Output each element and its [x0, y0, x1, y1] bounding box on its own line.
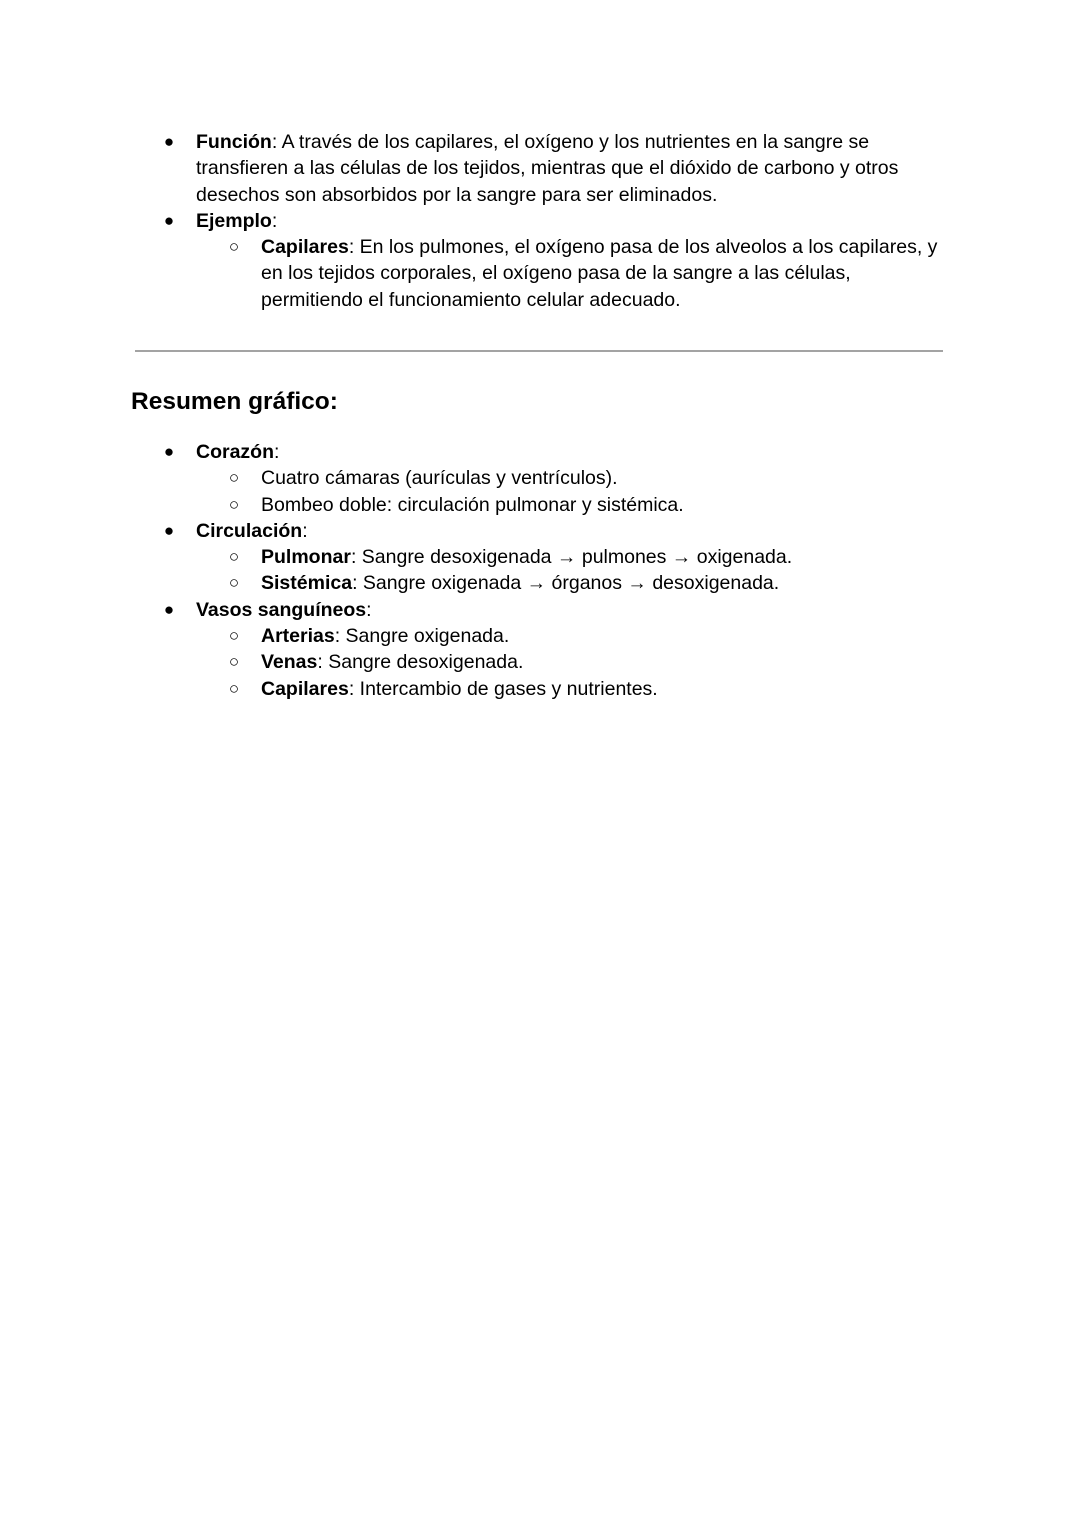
top-bullet-list	[0, 129, 1080, 313]
text-corazon: :	[274, 441, 280, 463]
bullet-circle: ○	[228, 237, 240, 257]
text-capilares-summary: : Intercambio de gases y nutrientes.	[348, 677, 658, 700]
term-ejemplo: Ejemplo	[196, 209, 272, 232]
list-item-pulmonar	[0, 544, 1080, 570]
text-bombeo: Bombeo doble: circulación pulmonar y sistémica.	[261, 493, 684, 516]
summary-bullet-list	[0, 439, 1080, 702]
bullet-circle: ○	[228, 494, 240, 514]
bullet-dot: ●	[163, 210, 175, 230]
term-venas: Venas	[261, 651, 318, 674]
term-vasos: Vasos sanguíneos	[196, 598, 367, 621]
bullet-circle: ○	[228, 626, 240, 646]
list-item-arterias	[0, 623, 1080, 649]
list-item-funcion	[0, 129, 1080, 208]
text-sistemica: : Sangre oxigenada → órganos → desoxigenada.	[352, 572, 780, 595]
term-capilares: Capilares	[261, 236, 349, 259]
bullet-dot: ●	[163, 520, 175, 540]
list-item-corazon-bombeo	[0, 492, 1080, 518]
term-pulmonar: Pulmonar	[261, 546, 351, 569]
term-corazon: Corazón	[196, 441, 274, 463]
term-sistemica: Sistémica	[261, 572, 353, 595]
list-item-sistemica	[0, 570, 1080, 596]
text-arterias: : Sangre oxigenada.	[334, 625, 510, 648]
text-capilares: : En los pulmones, el oxígeno pasa de los alveolos a los capilares, y en los tejidos corporales, el oxígeno pasa de la sangre a las células, permitiendo el funcionamiento celular adecuado.	[261, 236, 938, 311]
bullet-circle: ○	[228, 652, 240, 672]
text-funcion: : A través de los capilares, el oxígeno y los nutrientes en la sangre se transfieren a las células de los tejidos, mientras que el dióxido de carbono y otros desechos son absorbidos por la sangre para ser eliminados.	[196, 131, 899, 206]
bullet-circle: ○	[228, 468, 240, 488]
list-item-ejemplo-capilares	[0, 234, 1080, 313]
bullet-dot: ●	[163, 599, 175, 619]
text-pulmonar: : Sangre desoxigenada → pulmones → oxigenada.	[350, 546, 793, 569]
term-funcion: Función	[196, 131, 272, 153]
bullet-dot: ●	[163, 442, 175, 461]
term-arterias: Arterias	[261, 625, 335, 648]
section-heading: Resumen gráfico:	[131, 388, 338, 415]
list-item-capilares	[0, 676, 1080, 702]
term-circulacion: Circulación	[196, 519, 303, 542]
text-circulacion: :	[302, 519, 308, 542]
bullet-circle: ○	[228, 547, 240, 567]
term-capilares-summary: Capilares	[261, 677, 349, 700]
text-vasos: :	[366, 598, 372, 621]
list-item-vasos	[0, 597, 1080, 623]
bullet-circle: ○	[228, 573, 240, 593]
list-item-corazon-camaras	[0, 465, 1080, 491]
bullet-circle: ○	[228, 678, 240, 698]
text-camaras: Cuatro cámaras (aurículas y ventrículos).	[261, 467, 618, 490]
bullet-dot: ●	[163, 132, 175, 151]
horizontal-rule	[135, 350, 943, 352]
list-item-ejemplo	[0, 208, 1080, 234]
text-venas: : Sangre desoxigenada.	[317, 651, 524, 674]
list-item-corazon	[0, 439, 1080, 465]
list-item-venas	[0, 649, 1080, 675]
text-ejemplo: :	[271, 209, 278, 232]
list-item-circulacion	[0, 518, 1080, 544]
